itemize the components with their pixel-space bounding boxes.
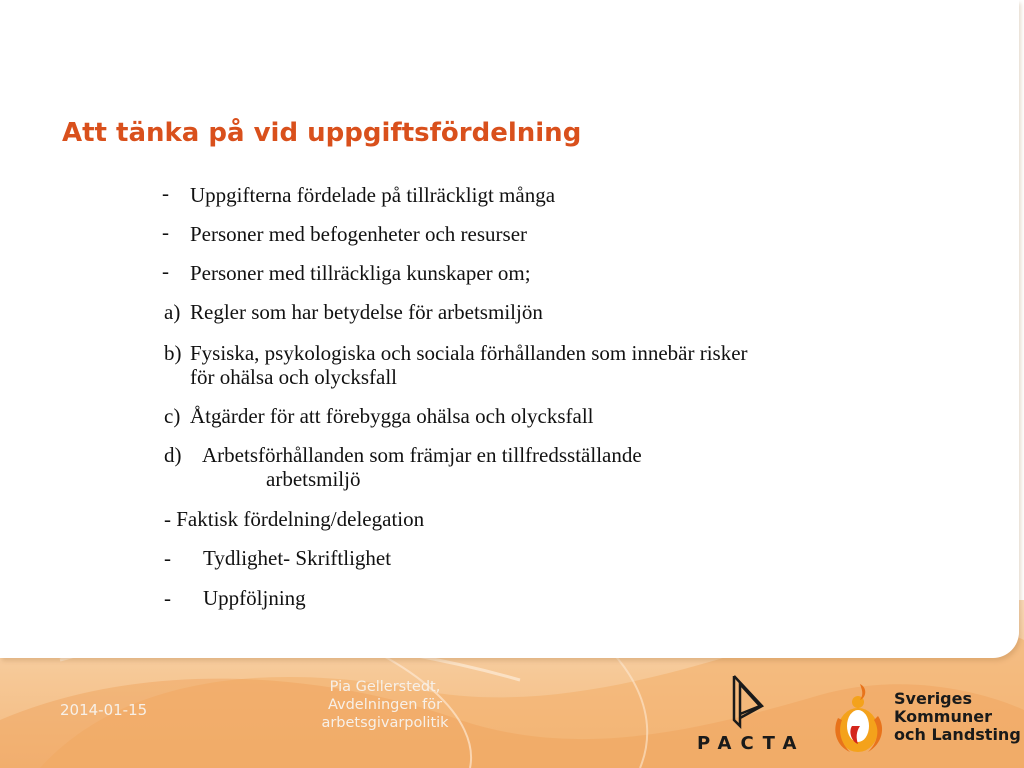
item-marker: d) (164, 443, 182, 467)
author-line: Avdelningen för (327, 697, 443, 713)
skl-line: Kommuner (894, 707, 992, 726)
author-line: arbetsgivarpolitik (321, 715, 449, 731)
list-item: Regler som har betydelse för arbetsmiljön (190, 300, 543, 324)
list-item: Tydlighet- Skriftlighet (203, 546, 392, 570)
list-item: - Faktisk fördelning/delegation (164, 507, 425, 531)
item-marker: a) (164, 300, 181, 324)
footer-author (300, 678, 470, 732)
item-marker: - (164, 586, 171, 610)
slide-title: Att tänka på vid uppgiftsfördelning (62, 118, 582, 148)
list-item: Åtgärder för att förebygga ohälsa och olycksfall (190, 404, 594, 428)
author-line: Pia Gellerstedt, (329, 679, 441, 695)
item-marker: - (162, 259, 169, 283)
footer-date: 2014-01-15 (60, 701, 148, 719)
item-marker: - (164, 546, 171, 570)
list-item: Arbetsförhållanden som främjar en tillfredsställande (202, 443, 642, 467)
skl-line: och Landsting (894, 725, 1021, 744)
list-item: Fysiska, psykologiska och sociala förhållanden som innebär risker (190, 341, 748, 365)
list-item: Personer med befogenheter och resurser (190, 222, 528, 246)
skl-logo-text (894, 690, 1021, 744)
list-item: Personer med tillräckliga kunskaper om; (190, 261, 531, 285)
list-item-continuation: för ohälsa och olycksfall (190, 365, 398, 389)
skl-logo-icon (830, 680, 890, 755)
item-marker: - (162, 181, 169, 205)
list-item-continuation: arbetsmiljö (266, 467, 361, 491)
item-marker: - (162, 220, 169, 244)
item-marker: c) (164, 404, 181, 428)
list-item: Uppgifterna fördelade på tillräckligt många (190, 183, 556, 207)
item-marker: b) (164, 341, 182, 365)
skl-line: Sveriges (894, 689, 973, 708)
pacta-logo-text: PACTA (697, 733, 806, 754)
list-item: Uppföljning (203, 586, 306, 610)
